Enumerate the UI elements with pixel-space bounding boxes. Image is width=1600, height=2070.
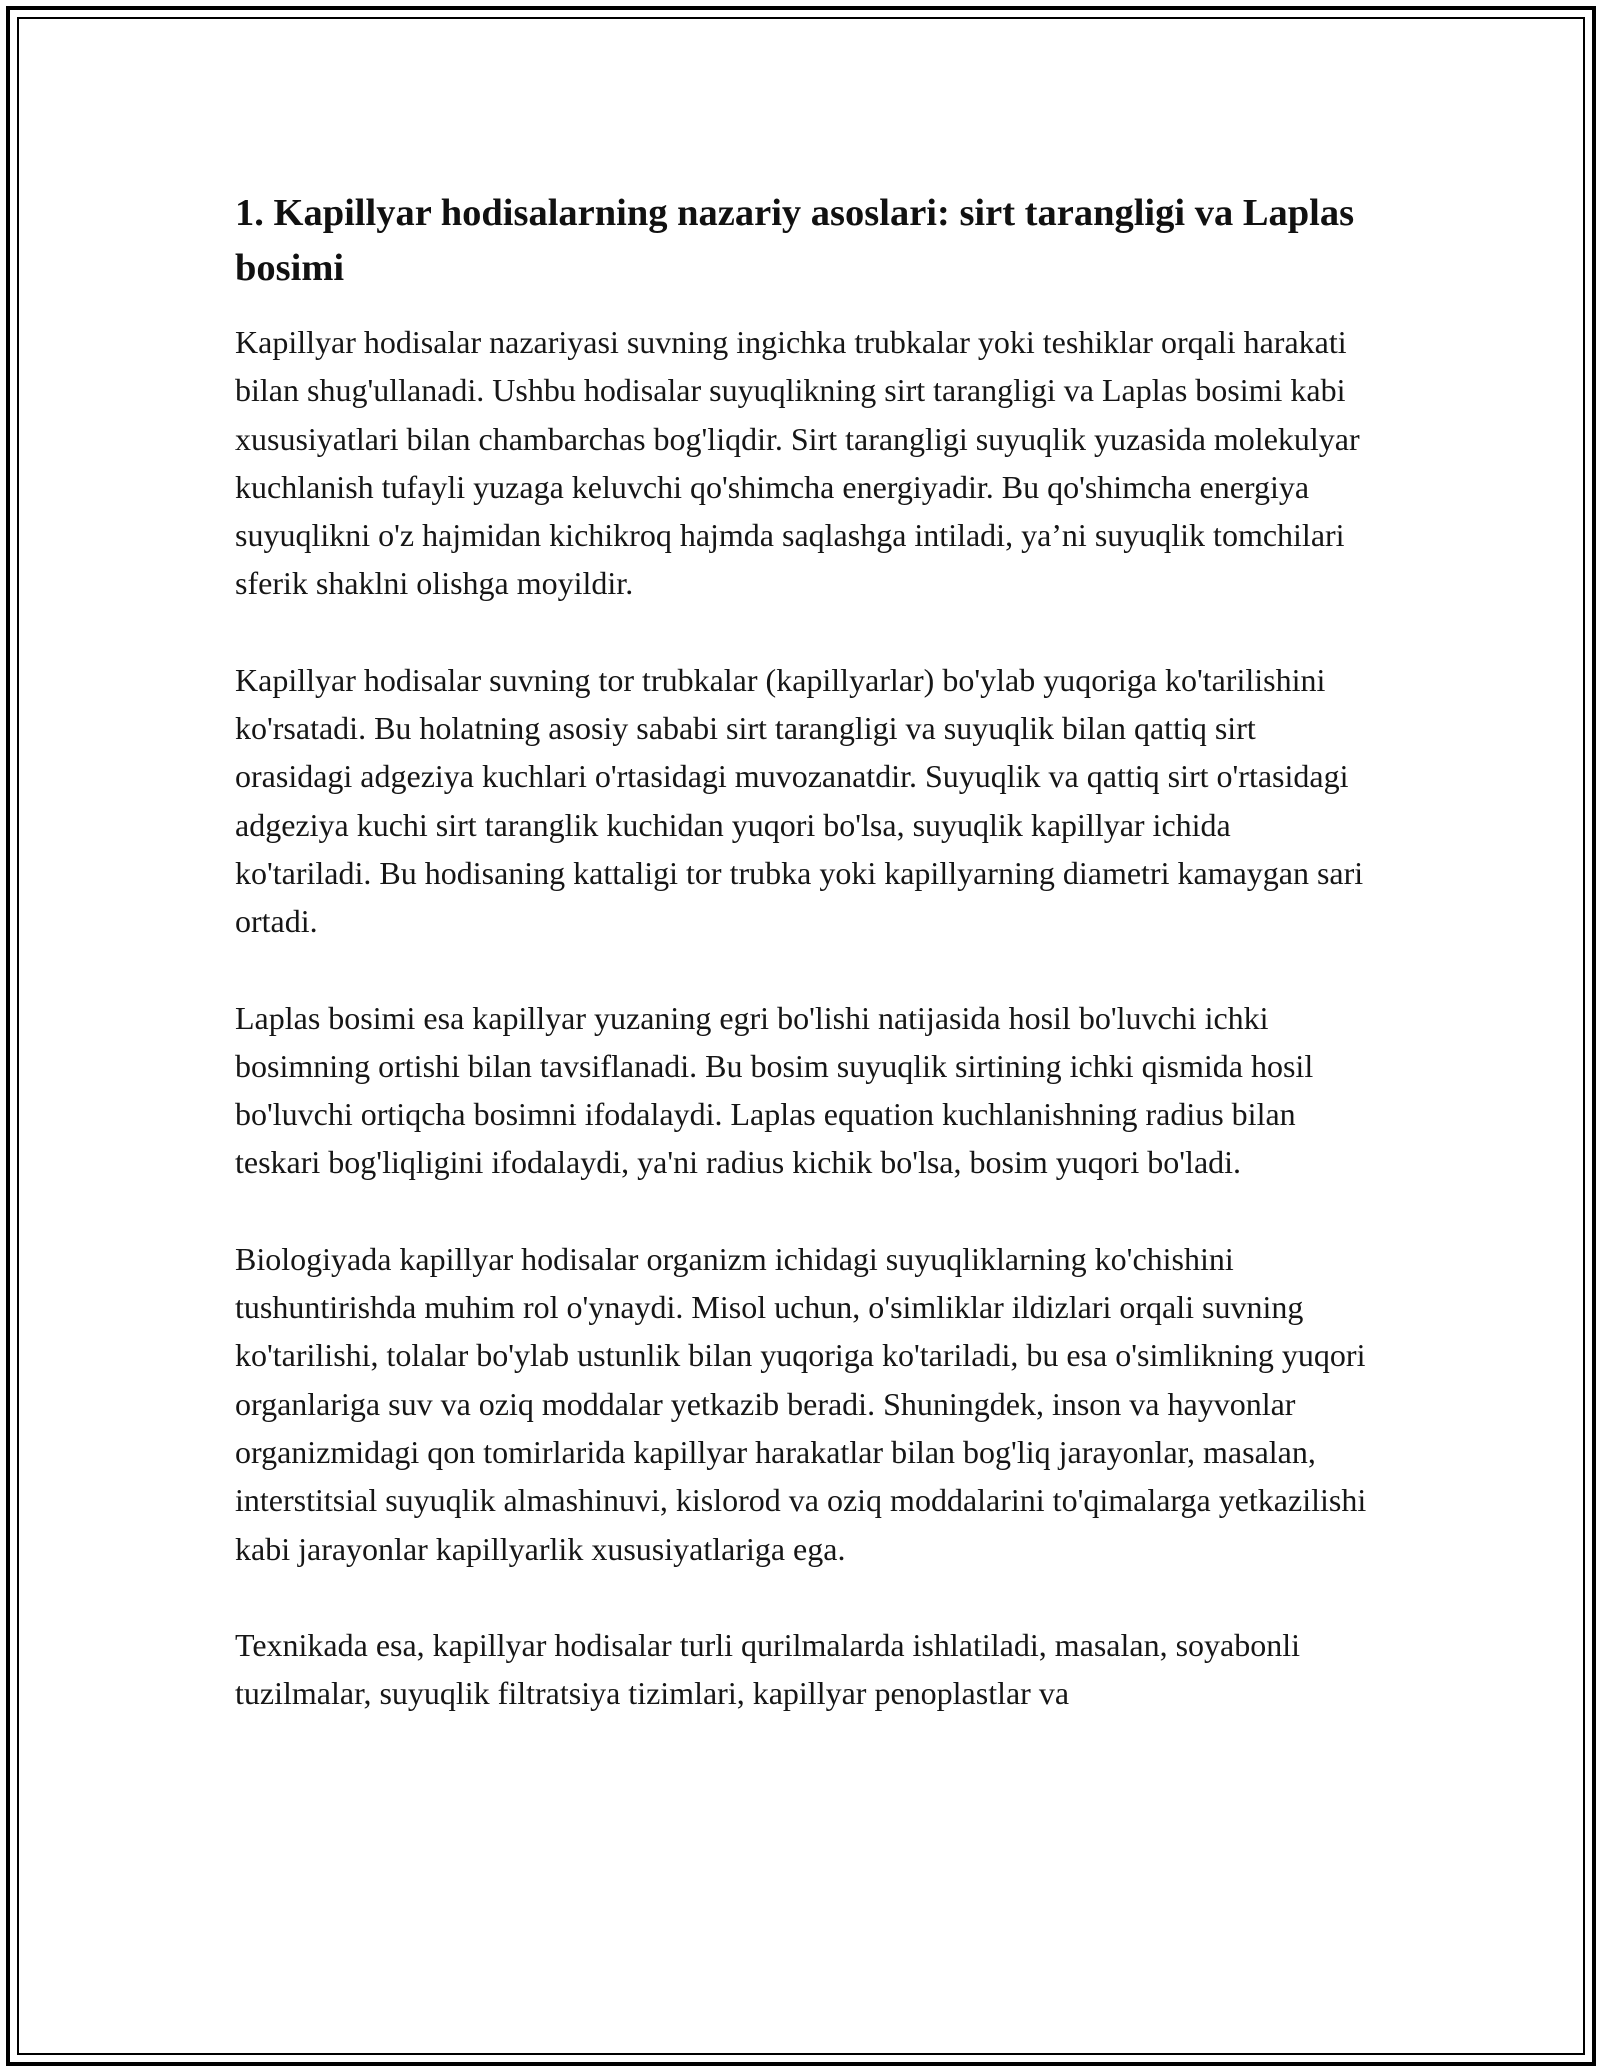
paragraph-capillary-rise: Kapillyar hodisalar suvning tor trubkalar (kapillyarlar) bo'ylab yuqoriga ko'tarilishini ko'rsatadi. Bu holatning asosiy sababi sirt tarangligi va suyuqlik bilan qattiq sirt orasidagi adgeziya kuchlari o'rtasidagi muvozanatdir. Suyuqlik va qattiq sirt o'rtasidagi adgeziya kuchi sirt taranglik kuchidan yuqori bo'lsa, suyuqlik kapillyar ichida ko'tariladi. Bu hodisaning kattaligi tor trubka yoki kapillyarning diametri kamaygan sari ortadi. — [235, 661, 1364, 940]
section-heading: 1. Kapillyar hodisalarning nazariy asoslari: sirt tarangligi va Laplas bosimi — [235, 192, 1355, 289]
paragraph-laplace-pressure: Laplas bosimi esa kapillyar yuzaning egri bo'lishi natijasida hosil bo'luvchi ichki bosimning ortishi bilan tavsiflanadi. Bu bosim suyuqlik sirtining ichki qismida hosil bo'luvchi ortiqcha bosimni ifodalaydi. Laplas equation kuchlanishning radius bilan teskari bog'liqligini ifodalaydi, ya'ni radius kichik bo'lsa, bosim yuqori bo'ladi. — [235, 999, 1314, 1181]
document-body — [235, 186, 1375, 1765]
paragraph-biology: Biologiyada kapillyar hodisalar organizm ichidagi suyuqliklarning ko'chishini tushuntirishda muhim rol o'ynaydi. Misol uchun, o'simliklar ildizlari orqali suvning ko'tarilishi, tolalar bo'ylab ustunlik bilan yuqoriga ko'tariladi, bu esa o'simlikning yuqori organlariga suv va oziq moddalar yetkazib beradi. Shuningdek, inson va hayvonlar organizmidagi qon tomirlarida kapillyar harakatlar bilan bog'liq jarayonlar, masalan, interstitsial suyuqlik almashinuvi, kislorod va oziq moddalarini to'qimalarga yetkazilishi kabi jarayonlar kapillyarlik xususiyatlariga ega. — [235, 1240, 1367, 1567]
paragraph-technology: Texnikada esa, kapillyar hodisalar turli qurilmalarda ishlatiladi, masalan, soyabonli tuzilmalar, suyuqlik filtratsiya tizimlari, kapillyar penoplastlar va — [235, 1626, 1300, 1712]
paragraph-surface-tension: Kapillyar hodisalar nazariyasi suvning ingichka trubkalar yoki teshiklar orqali harakati bilan shug'ullanadi. Ushbu hodisalar suyuqlikning sirt tarangligi va Laplas bosimi kabi xususiyatlari bilan chambarchas bog'liqdir. Sirt tarangligi suyuqlik yuzasida molekulyar kuchlanish tufayli yuzaga keluvchi qo'shimcha energiyadir. Bu qo'shimcha energiya suyuqlikni o'z hajmidan kichikroq hajmda saqlashga intiladi, ya’ni suyuqlik tomchilari sferik shaklni olishga moyildir. — [235, 324, 1360, 602]
